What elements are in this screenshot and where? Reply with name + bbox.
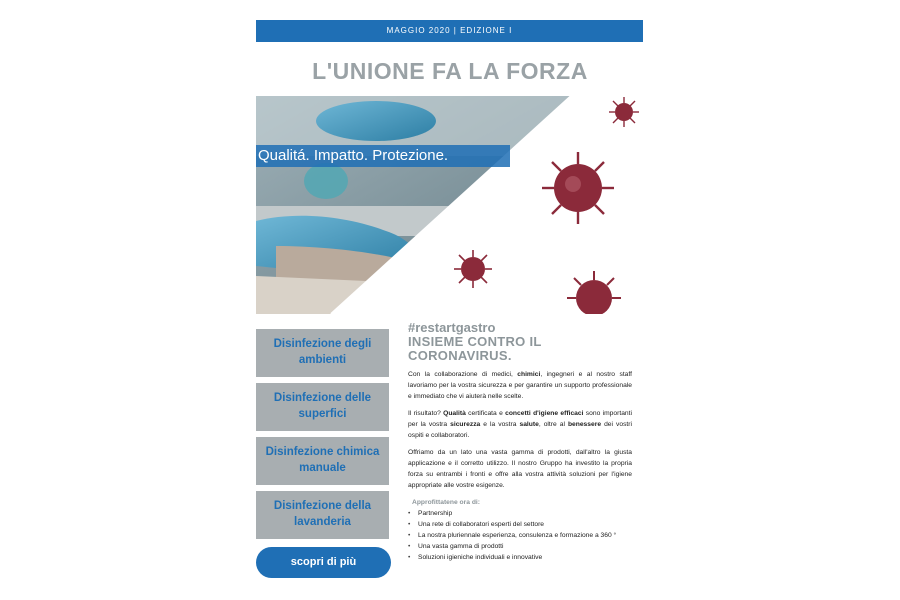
text-bold: Qualità xyxy=(443,410,466,417)
service-ambienti-button[interactable]: Disinfezione degli ambienti xyxy=(256,329,389,377)
text-segment: dei vostri ospiti e collaboratori. xyxy=(408,421,632,439)
list-item: • Partnership xyxy=(408,508,632,519)
learn-more-button[interactable]: scopri di più xyxy=(256,547,391,578)
service-lavanderia-button[interactable]: Disinfezione della lavanderia xyxy=(256,491,389,539)
intro-paragraph xyxy=(408,369,632,402)
text-segment: Il risultato? xyxy=(408,410,444,417)
headline: L'UNIONE FA LA FORZA xyxy=(312,58,588,84)
service-superfici-button[interactable]: Disinfezione delle superfici xyxy=(256,383,389,431)
service-chimica-button[interactable]: Disinfezione chimica manuale xyxy=(256,437,389,485)
virus-icon xyxy=(454,250,492,288)
text-segment: , ingegneri e al nostro staff lavoriamo per la vostra sicurezza e per garantire un supporto professionale e immediato che vi aiuterà nelle scelte. xyxy=(408,371,632,400)
text-segment: e la vostra xyxy=(480,421,520,428)
virus-icon xyxy=(542,152,614,224)
list-item: • Una vasta gamma di prodotti xyxy=(408,541,632,552)
text-segment: certificata e xyxy=(465,410,506,417)
result-paragraph xyxy=(408,408,632,441)
slogan-line-1: INSIEME CONTRO IL xyxy=(408,334,542,349)
virus-icon xyxy=(609,97,639,127)
hero-illustration xyxy=(256,96,644,314)
text-bold: salute xyxy=(519,421,539,428)
hero-caption: Qualitá. Impatto. Protezione. xyxy=(256,145,510,167)
list-item: • Una rete di collaboratori esperti del settore xyxy=(408,519,632,530)
article-content xyxy=(408,320,632,563)
services-menu xyxy=(256,329,391,545)
text-segment: , oltre al xyxy=(538,421,568,428)
hero-image xyxy=(256,96,644,314)
text-bold: benessere xyxy=(567,421,602,428)
edition-label: MAGGIO 2020 | EDIZIONE I xyxy=(386,26,513,35)
text-segment: Con la collaborazione di medici, xyxy=(408,371,518,378)
text-segment: sono importanti per la vostra xyxy=(408,410,632,428)
newsletter-page xyxy=(256,20,644,590)
offer-paragraph: Offriamo da un lato una vasta gamma di prodotti, dall'altro la giusta applicazione e il corretto utilizzo. Il nostro Gruppo ha investito la propria forza su entrambi i fronti e offre alla vostra attività soluzioni per l'igiene appropriate alle vostre esigenze. xyxy=(408,449,632,489)
slogan-line-2: CORONAVIRUS. xyxy=(408,348,512,363)
offer-title: Approfittatene ora di: xyxy=(412,499,480,506)
text-bold: chimici xyxy=(517,371,541,378)
list-item: • Soluzioni igieniche individuali e innovative xyxy=(408,552,632,563)
edition-bar xyxy=(256,20,643,42)
list-item: • La nostra pluriennale esperienza, consulenza e formazione a 360 ° xyxy=(408,530,632,541)
offer-list xyxy=(408,508,632,563)
text-bold: concetti d'igiene efficaci xyxy=(505,410,584,417)
text-bold: sicurezza xyxy=(450,421,481,428)
hashtag: #restartgastro xyxy=(408,320,496,335)
